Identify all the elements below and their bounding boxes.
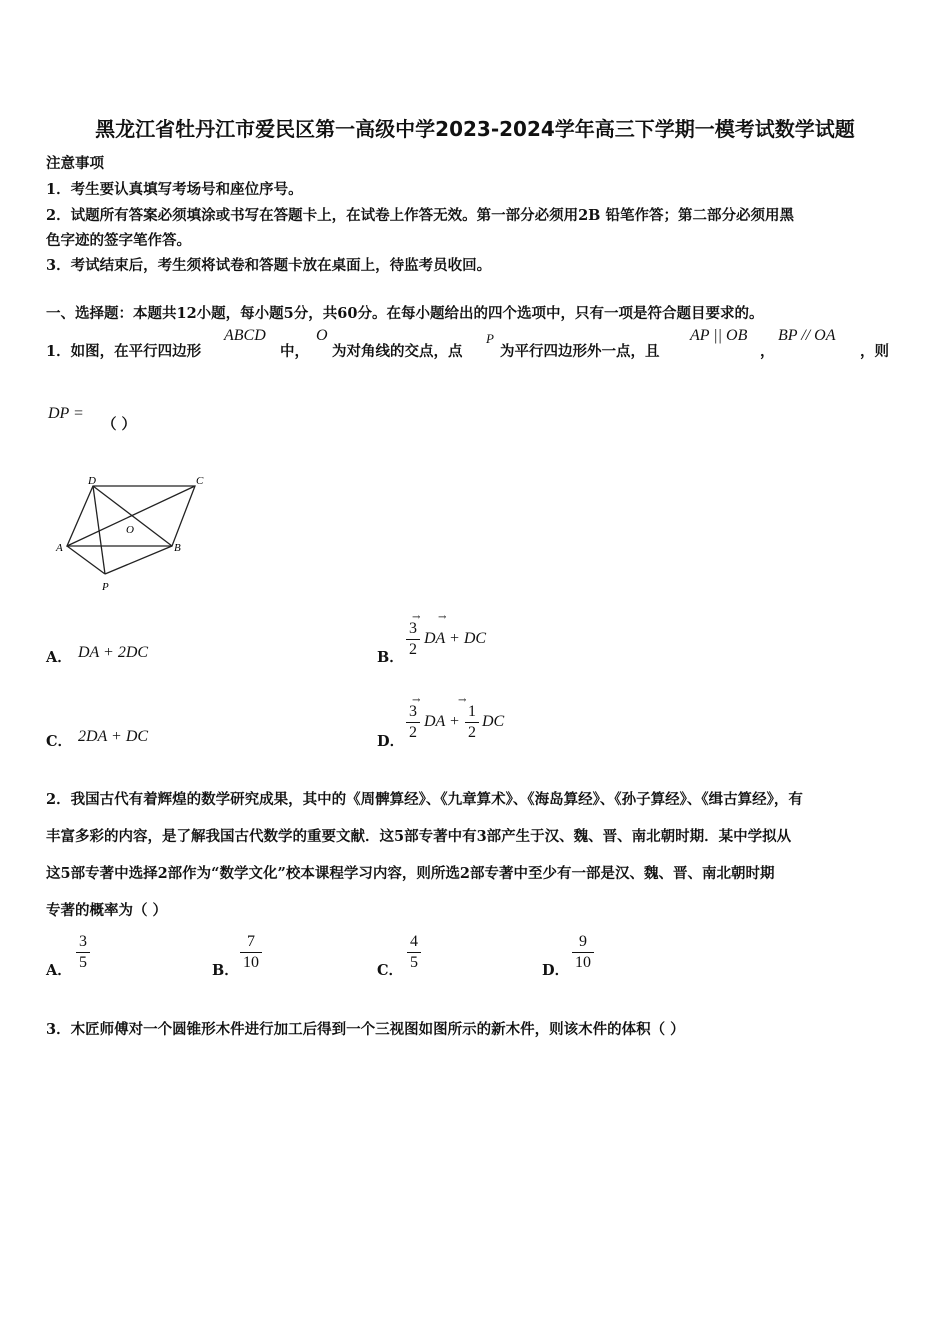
q1-option-a-expr: DA + 2DC [78, 644, 149, 661]
figure-label-p: P [102, 581, 109, 593]
q2-option-d-label: D． [542, 962, 570, 979]
q2-option-d-fraction [572, 933, 594, 972]
q1-option-b-fraction [406, 620, 420, 659]
notice-item-2-line-1: 2．试题所有答案必须填涂或书写在答题卡上，在试卷上作答无效。第一部分必须用2B 铅笔作答；第二部分必须用黑 [46, 207, 794, 224]
q1-math-abcd: ABCD [224, 327, 266, 344]
q2-line-1: 2．我国古代有着辉煌的数学研究成果，其中的《周髀算经》、《九章算术》、《海岛算经》、《孙子算经》、《缉古算经》，有 [46, 791, 803, 808]
q2-option-d-numerator: 9 [579, 933, 587, 950]
q2-option-a-label: A． [46, 962, 72, 979]
q2-option-c-numerator: 4 [410, 933, 418, 950]
q1-math-ap-ob: AP || OB [690, 327, 748, 344]
vector-arrow-icon: → [458, 695, 467, 706]
q2-option-b-numerator: 7 [247, 933, 255, 950]
fraction-bar [465, 722, 479, 723]
q1-option-b-denominator: 2 [409, 641, 417, 658]
fraction-bar [406, 639, 420, 640]
q2-option-a-fraction [76, 933, 90, 972]
parallelogram-figure [50, 470, 220, 595]
notice-heading: 注意事项 [46, 155, 104, 172]
q2-line-4: 专著的概率为（ ） [46, 902, 168, 919]
notice-item-2-line-2: 色字迹的签字笔作答。 [46, 232, 191, 249]
section-heading: 一、选择题：本题共12小题，每小题5分，共60分。在每小题给出的四个选项中，只有一项是符合题目要求的。 [46, 305, 764, 322]
figure-label-c: C [196, 475, 204, 487]
q1-option-d-expr-mid: DA + [424, 713, 460, 730]
q1-option-d-expr-end: DC [482, 713, 505, 730]
q1-option-d-fraction-2 [465, 703, 479, 742]
vector-arrow-icon: → [412, 695, 421, 706]
q1-option-a-label: A． [46, 649, 72, 666]
q1-option-d-numerator-1: 3 [409, 703, 417, 720]
page-title: 黑龙江省牡丹江市爱民区第一高级中学2023-2024学年高三下学期一模考试数学试题 [95, 117, 855, 141]
notice-item-3: 3．考试结束后，考生须将试卷和答题卡放在桌面上，待监考员收回。 [46, 257, 492, 274]
q2-option-a-denominator: 5 [79, 954, 87, 971]
q2-option-d-denominator: 10 [575, 954, 591, 971]
q1-option-d-denominator-2: 2 [468, 724, 476, 741]
fraction-bar [572, 952, 594, 953]
q2-option-a-numerator: 3 [79, 933, 87, 950]
fraction-bar [240, 952, 262, 953]
q1-option-d-label: D． [377, 733, 405, 750]
q1-option-b-numerator: 3 [409, 620, 417, 637]
q1-math-p: P [486, 331, 494, 346]
q1-math-bp-oa: BP // OA [778, 327, 836, 344]
q3-line-1: 3．木匠师傅对一个圆锥形木件进行加工后得到一个三视图如图所示的新木件，则该木件的体积（ ） [46, 1021, 685, 1038]
q2-option-c-fraction [407, 933, 421, 972]
q2-line-2: 丰富多彩的内容，是了解我国古代数学的重要文献．这5部专著中有3部产生于汉、魏、晋、南北朝时期．某中学拟从 [46, 828, 792, 845]
fraction-bar [406, 722, 420, 723]
vector-arrow-icon: → [438, 612, 447, 623]
q1-math-dp: DP = [48, 405, 84, 422]
q1-text-6: ，则 [860, 343, 889, 360]
q1-option-d-denominator-1: 2 [409, 724, 417, 741]
q1-option-b-label: B． [377, 649, 404, 666]
q1-option-b-expr: DA + DC [424, 630, 487, 647]
figure-label-a: A [56, 542, 63, 554]
q1-option-c-label: C． [46, 733, 73, 750]
figure-label-d: D [88, 475, 96, 487]
notice-item-1: 1．考生要认真填写考场号和座位序号。 [46, 181, 303, 198]
q2-line-3: 这5部专著中选择2部作为“数学文化”校本课程学习内容，则所选2部专著中至少有一部是汉、魏、晋、南北朝时期 [46, 865, 775, 882]
q1-text-3: 为对角线的交点，点 [332, 343, 463, 360]
fraction-bar [407, 952, 421, 953]
vector-arrow-icon: → [412, 612, 421, 623]
q1-text-2: 中， [280, 343, 309, 360]
q1-option-d-fraction-1 [406, 703, 420, 742]
q1-math-o: O [316, 327, 328, 344]
q1-text-5: ， [760, 343, 775, 360]
figure-label-b: B [174, 542, 181, 554]
q1-option-c-expr: 2DA + DC [78, 728, 149, 745]
fraction-bar [76, 952, 90, 953]
q2-option-c-denominator: 5 [410, 954, 418, 971]
q1-option-d-numerator-2: 1 [468, 703, 476, 720]
q1-answer-paren: （ ） [102, 416, 137, 433]
q1-text-1: 1．如图，在平行四边形 [46, 343, 202, 360]
q1-text-4: 为平行四边形外一点，且 [500, 343, 660, 360]
q2-option-b-fraction [240, 933, 262, 972]
q2-option-c-label: C． [377, 962, 404, 979]
figure-label-o: O [126, 524, 134, 536]
q2-option-b-denominator: 10 [243, 954, 259, 971]
q2-option-b-label: B． [212, 962, 239, 979]
